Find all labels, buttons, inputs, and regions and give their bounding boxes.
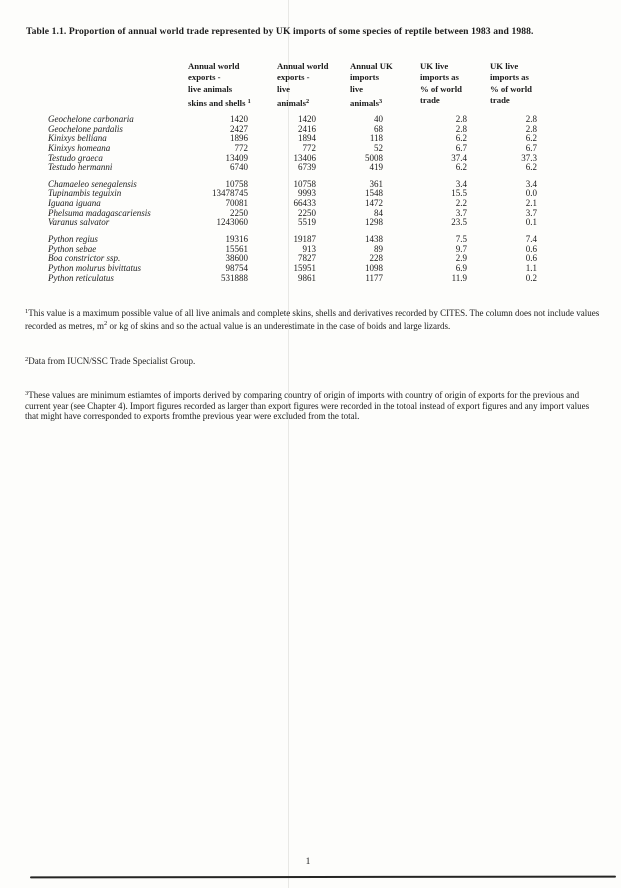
value-cell: 1896 (230, 133, 248, 144)
species-name: Phelsuma madagascariensis (48, 207, 151, 218)
value-cell: 37.4 (451, 152, 467, 163)
value-cell: 1548 (365, 188, 383, 199)
value-cell: 89 (374, 243, 383, 254)
value-cell: 11.9 (451, 272, 467, 283)
value-cell: 3.7 (525, 207, 537, 218)
value-cell: 2.8 (455, 114, 467, 124)
footnote-1-text-cont: or kg of skins and so the actual value is an underestimate in the case of boids and large lizards. (107, 320, 451, 331)
column-header-line: UK live (490, 61, 519, 71)
value-cell: 6740 (230, 162, 248, 173)
footnote-2 (25, 354, 603, 367)
value-cell: 6.9 (455, 262, 467, 273)
column-header-line: % of world (420, 83, 462, 94)
value-cell: 1472 (365, 198, 383, 209)
column-header-3 (350, 61, 416, 110)
value-cell: 23.5 (451, 217, 467, 228)
value-cell: 2.8 (455, 123, 467, 134)
footnote-2-marker: 2 (25, 355, 29, 363)
value-cell: 6.2 (455, 162, 467, 173)
column-header-5 (490, 61, 560, 107)
value-cell: 1894 (298, 133, 316, 144)
value-cell: 1438 (365, 234, 383, 245)
column-header-line: animals$^3$ (350, 97, 383, 109)
value-cell: 15561 (225, 243, 248, 254)
value-cell: 0.0 (525, 188, 537, 199)
value-cell: 0.6 (525, 253, 537, 264)
scan-edge-line (30, 876, 616, 878)
value-cell: 6.7 (455, 142, 467, 153)
column-header-line: imports as (490, 72, 529, 83)
value-cell: 84 (374, 207, 383, 218)
footnote-1 (25, 306, 603, 331)
value-cell: 6.2 (525, 133, 537, 144)
species-name: Python molurus bivittatus (48, 262, 141, 273)
value-cell: 37.3 (521, 152, 537, 163)
species-group (0, 180, 621, 228)
footnote-2-text: Data from IUCN/SSC Trade Specialist Group. (28, 356, 196, 366)
column-header-line: UK live (420, 61, 449, 71)
species-name: Python regius (48, 234, 98, 245)
value-cell: 10758 (293, 178, 316, 189)
value-cell: 9.7 (455, 243, 467, 254)
column-header-line: exports - (277, 72, 310, 83)
column-header-2 (277, 61, 347, 110)
column-header-line: live (277, 83, 291, 94)
value-cell: 5519 (298, 217, 316, 228)
value-cell: 40 (374, 114, 383, 124)
value-cell: 3.7 (455, 207, 467, 218)
page-number: 1 (305, 857, 311, 867)
value-cell: 0.6 (525, 243, 537, 254)
species-name: Python reticulatus (48, 272, 114, 283)
value-cell: 10758 (225, 178, 248, 189)
value-cell: 2.1 (525, 198, 537, 209)
value-cell: 2427 (230, 123, 248, 134)
species-name: Kinixys homeana (48, 142, 111, 153)
column-header-line: skins and shells $^1$ (188, 97, 251, 109)
species-name: Kinixys belliana (48, 133, 107, 144)
value-cell: 15951 (293, 262, 316, 273)
species-name: Python sebae (48, 243, 97, 254)
species-table (0, 115, 621, 283)
column-header-1 (188, 61, 278, 110)
column-header-line: live animals (188, 83, 233, 94)
value-cell: 1243060 (216, 217, 248, 228)
value-cell: 2250 (230, 207, 248, 218)
footnote-1-marker: 1 (25, 307, 29, 315)
value-cell: 66433 (293, 198, 316, 209)
value-cell: 772 (302, 142, 316, 153)
column-header-line: animals$^2$ (277, 97, 310, 109)
value-cell: 2.8 (525, 114, 537, 124)
table-row (0, 163, 621, 173)
species-name: Iguana iguana (48, 198, 101, 209)
value-cell: 2.9 (455, 253, 467, 264)
value-cell: 5008 (365, 152, 383, 163)
value-cell: 2416 (298, 123, 316, 134)
table-row (0, 274, 621, 284)
value-cell: 1298 (365, 217, 383, 228)
column-header-line: trade (420, 95, 440, 106)
species-name: Boa constrictor ssp. (48, 253, 121, 264)
value-cell: 13478745 (212, 188, 248, 199)
value-cell: 6.2 (525, 162, 537, 173)
species-name: Chamaeleo senegalensis (48, 178, 137, 189)
value-cell: 70081 (225, 198, 248, 209)
value-cell: 7.4 (525, 234, 537, 245)
value-cell: 0.1 (525, 217, 537, 228)
value-cell: 1420 (298, 114, 316, 124)
value-cell: 1.1 (525, 262, 537, 273)
footnote-3-text: These values are minimum estiamtes of imports derived by comparing country of origin of imports with country of origin of exports for the previous and current year (see Chapter 4). Import figures recorded as larger than export figures were recorded in the totoal instead of export figures and any import values that might have corresponded to exports fromthe previous year were excluded from the total. (25, 390, 590, 422)
value-cell: 52 (374, 142, 383, 153)
species-name: Geochelone carbonaria (48, 114, 134, 124)
value-cell: 531888 (221, 272, 248, 283)
value-cell: 913 (302, 243, 316, 254)
value-cell: 1420 (230, 114, 248, 124)
value-cell: 6739 (298, 162, 316, 173)
value-cell: 68 (374, 123, 383, 134)
table-title: Table 1.1. Proportion of annual world trade represented by UK imports of some species of reptile between 1983 and 1988. (26, 26, 534, 37)
value-cell: 13409 (225, 152, 248, 163)
value-cell: 2250 (298, 207, 316, 218)
value-cell: 7827 (298, 253, 316, 264)
column-header-line: imports as (420, 72, 459, 83)
species-group (0, 115, 621, 173)
value-cell: 3.4 (525, 178, 537, 189)
column-header-line: imports (350, 72, 379, 83)
species-group (0, 235, 621, 283)
species-name: Testudo hermanni (48, 162, 113, 173)
species-name: Testudo graeca (48, 152, 103, 163)
value-cell: 228 (369, 253, 383, 264)
value-cell: 19316 (225, 234, 248, 245)
column-header-line: exports - (188, 72, 221, 83)
footnote-reference: 2 (305, 97, 310, 105)
value-cell: 1177 (365, 272, 383, 283)
value-cell: 2.2 (455, 198, 467, 209)
value-cell: 38600 (225, 253, 248, 264)
value-cell: 6.2 (455, 133, 467, 144)
value-cell: 0.2 (525, 272, 537, 283)
value-cell: 772 (234, 142, 248, 153)
value-cell: 15.5 (451, 188, 467, 199)
value-cell: 13406 (293, 152, 316, 163)
column-header-line: live (350, 83, 364, 94)
footnote-1-text: This value is a maximum possible value of all live animals and complete skins, shells and derivatives recorded by CITES. The column does not include values recorded as metres, m (25, 308, 600, 331)
footnote-reference: 3 (378, 97, 383, 105)
value-cell: 98754 (225, 262, 248, 273)
value-cell: 361 (369, 178, 383, 189)
column-header-line: trade (490, 95, 510, 106)
species-name: Geochelone pardalis (48, 123, 123, 134)
column-header-line: Annual UK (350, 61, 393, 71)
column-header-line: Annual world (188, 61, 240, 71)
value-cell: 19187 (293, 234, 316, 245)
value-cell: 118 (369, 133, 383, 144)
species-name: Tupinambis teguixin (48, 188, 122, 199)
value-cell: 9861 (298, 272, 316, 283)
column-header-line: % of world (490, 83, 532, 94)
column-header-4 (420, 61, 486, 107)
value-cell: 419 (369, 162, 383, 173)
footnote-3-marker: 3 (25, 389, 29, 397)
species-name: Varanus salvator (48, 217, 110, 228)
value-cell: 1098 (365, 262, 383, 273)
value-cell: 9993 (298, 188, 316, 199)
value-cell: 2.8 (525, 123, 537, 134)
value-cell: 6.7 (525, 142, 537, 153)
footnote-1-sup: 2 (103, 320, 108, 328)
table-row (0, 218, 621, 228)
value-cell: 3.4 (455, 178, 467, 189)
footnote-3 (25, 388, 603, 422)
footnote-reference: 1 (247, 97, 251, 105)
value-cell: 7.5 (455, 234, 467, 245)
column-header-line: Annual world (277, 61, 329, 71)
